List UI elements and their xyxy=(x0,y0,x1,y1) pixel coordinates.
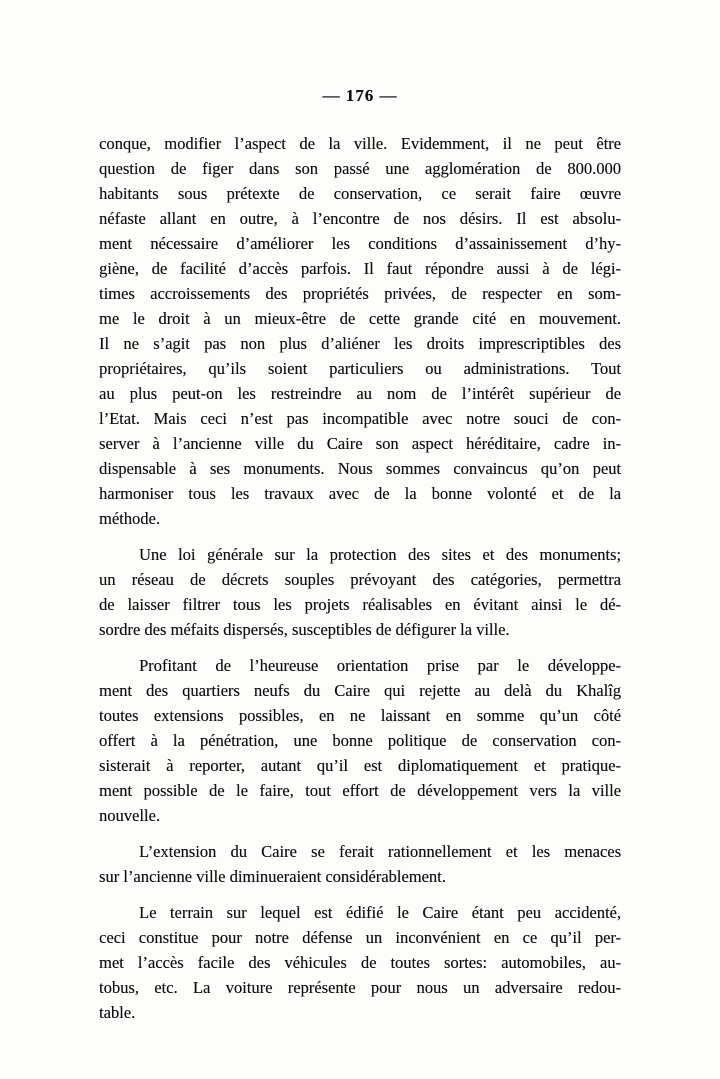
text-line: de laisser filtrer tous les projets réalisables en évitant ainsi le dé- xyxy=(99,595,621,614)
text-line: Le terrain sur lequel est édifié le Caire étant peu accidenté, xyxy=(139,903,621,922)
text-line: me le droit à un mieux-être de cette grande cité en mouvement. xyxy=(99,309,621,328)
text-line: nouvelle. xyxy=(99,806,160,825)
text-line: conque, modifier l’aspect de la ville. Evidemment, il ne peut être xyxy=(99,134,621,153)
paragraph xyxy=(99,131,621,531)
text-line: offert à la pénétration, une bonne politique de conservation con- xyxy=(99,731,621,750)
text-line: tobus, etc. La voiture représente pour nous un adversaire redou- xyxy=(99,978,621,997)
text-line: table. xyxy=(99,1003,136,1022)
text-line: Une loi générale sur la protection des sites et des monuments; xyxy=(139,545,621,564)
paragraph xyxy=(99,653,621,828)
text-line: ment nécessaire d’améliorer les conditions d’assainissement d’hy- xyxy=(99,234,621,253)
text-line: times accroissements des propriétés privées, de respecter en som- xyxy=(99,284,621,303)
text-line: sordre des méfaits dispersés, susceptibles de défigurer la ville. xyxy=(99,620,510,639)
text-line: un réseau de décrets souples prévoyant des catégories, permettra xyxy=(99,570,621,589)
text-line: propriétaires, qu’ils soient particuliers ou administrations. Tout xyxy=(99,359,621,378)
text-line: l’Etat. Mais ceci n’est pas incompatible avec notre souci de con- xyxy=(99,409,621,428)
paragraph xyxy=(99,900,621,1025)
text-line: habitants sous prétexte de conservation, ce serait faire œuvre xyxy=(99,184,621,203)
text-line: dispensable à ses monuments. Nous sommes convaincus qu’on peut xyxy=(99,459,621,478)
text-line: L’extension du Caire se ferait rationnellement et les menaces xyxy=(139,842,621,861)
text-line: Il ne s’agit pas non plus d’aliéner les droits imprescriptibles des xyxy=(99,334,621,353)
text-line: toutes extensions possibles, en ne laissant en somme qu’un côté xyxy=(99,706,621,725)
text-line: ment des quartiers neufs du Caire qui rejette au delà du Khalîg xyxy=(99,681,621,700)
paragraph xyxy=(99,839,621,889)
text-line: Profitant de l’heureuse orientation prise par le développe- xyxy=(139,656,621,675)
text-line: sisterait à reporter, autant qu’il est diplomatiquement et pratique- xyxy=(99,756,621,775)
text-line: au plus peut-on les restreindre au nom de l’intérêt supérieur de xyxy=(99,384,621,403)
page-number: — 176 — xyxy=(322,86,398,105)
text-line: ment possible de le faire, tout effort de développement vers la ville xyxy=(99,781,621,800)
text-line: méthode. xyxy=(99,509,160,528)
text-line: harmoniser tous les travaux avec de la bonne volonté et de la xyxy=(99,484,621,503)
text-line: ceci constitue pour notre défense un inconvénient en ce qu’il per- xyxy=(99,928,621,947)
text-line: néfaste allant en outre, à l’encontre de nos désirs. Il est absolu- xyxy=(99,209,621,228)
text-line: question de figer dans son passé une agglomération de 800.000 xyxy=(99,159,621,178)
paragraph xyxy=(99,542,621,642)
text-line: giène, de facilité d’accès parfois. Il faut répondre aussi à de légi- xyxy=(99,259,621,278)
text-line: sur l’ancienne ville diminueraient considérablement. xyxy=(99,867,446,886)
text-line: met l’accès facile des véhicules de toutes sortes: automobiles, au- xyxy=(99,953,621,972)
text-line: server à l’ancienne ville du Caire son aspect héréditaire, cadre in- xyxy=(99,434,621,453)
text-block xyxy=(99,0,621,1036)
